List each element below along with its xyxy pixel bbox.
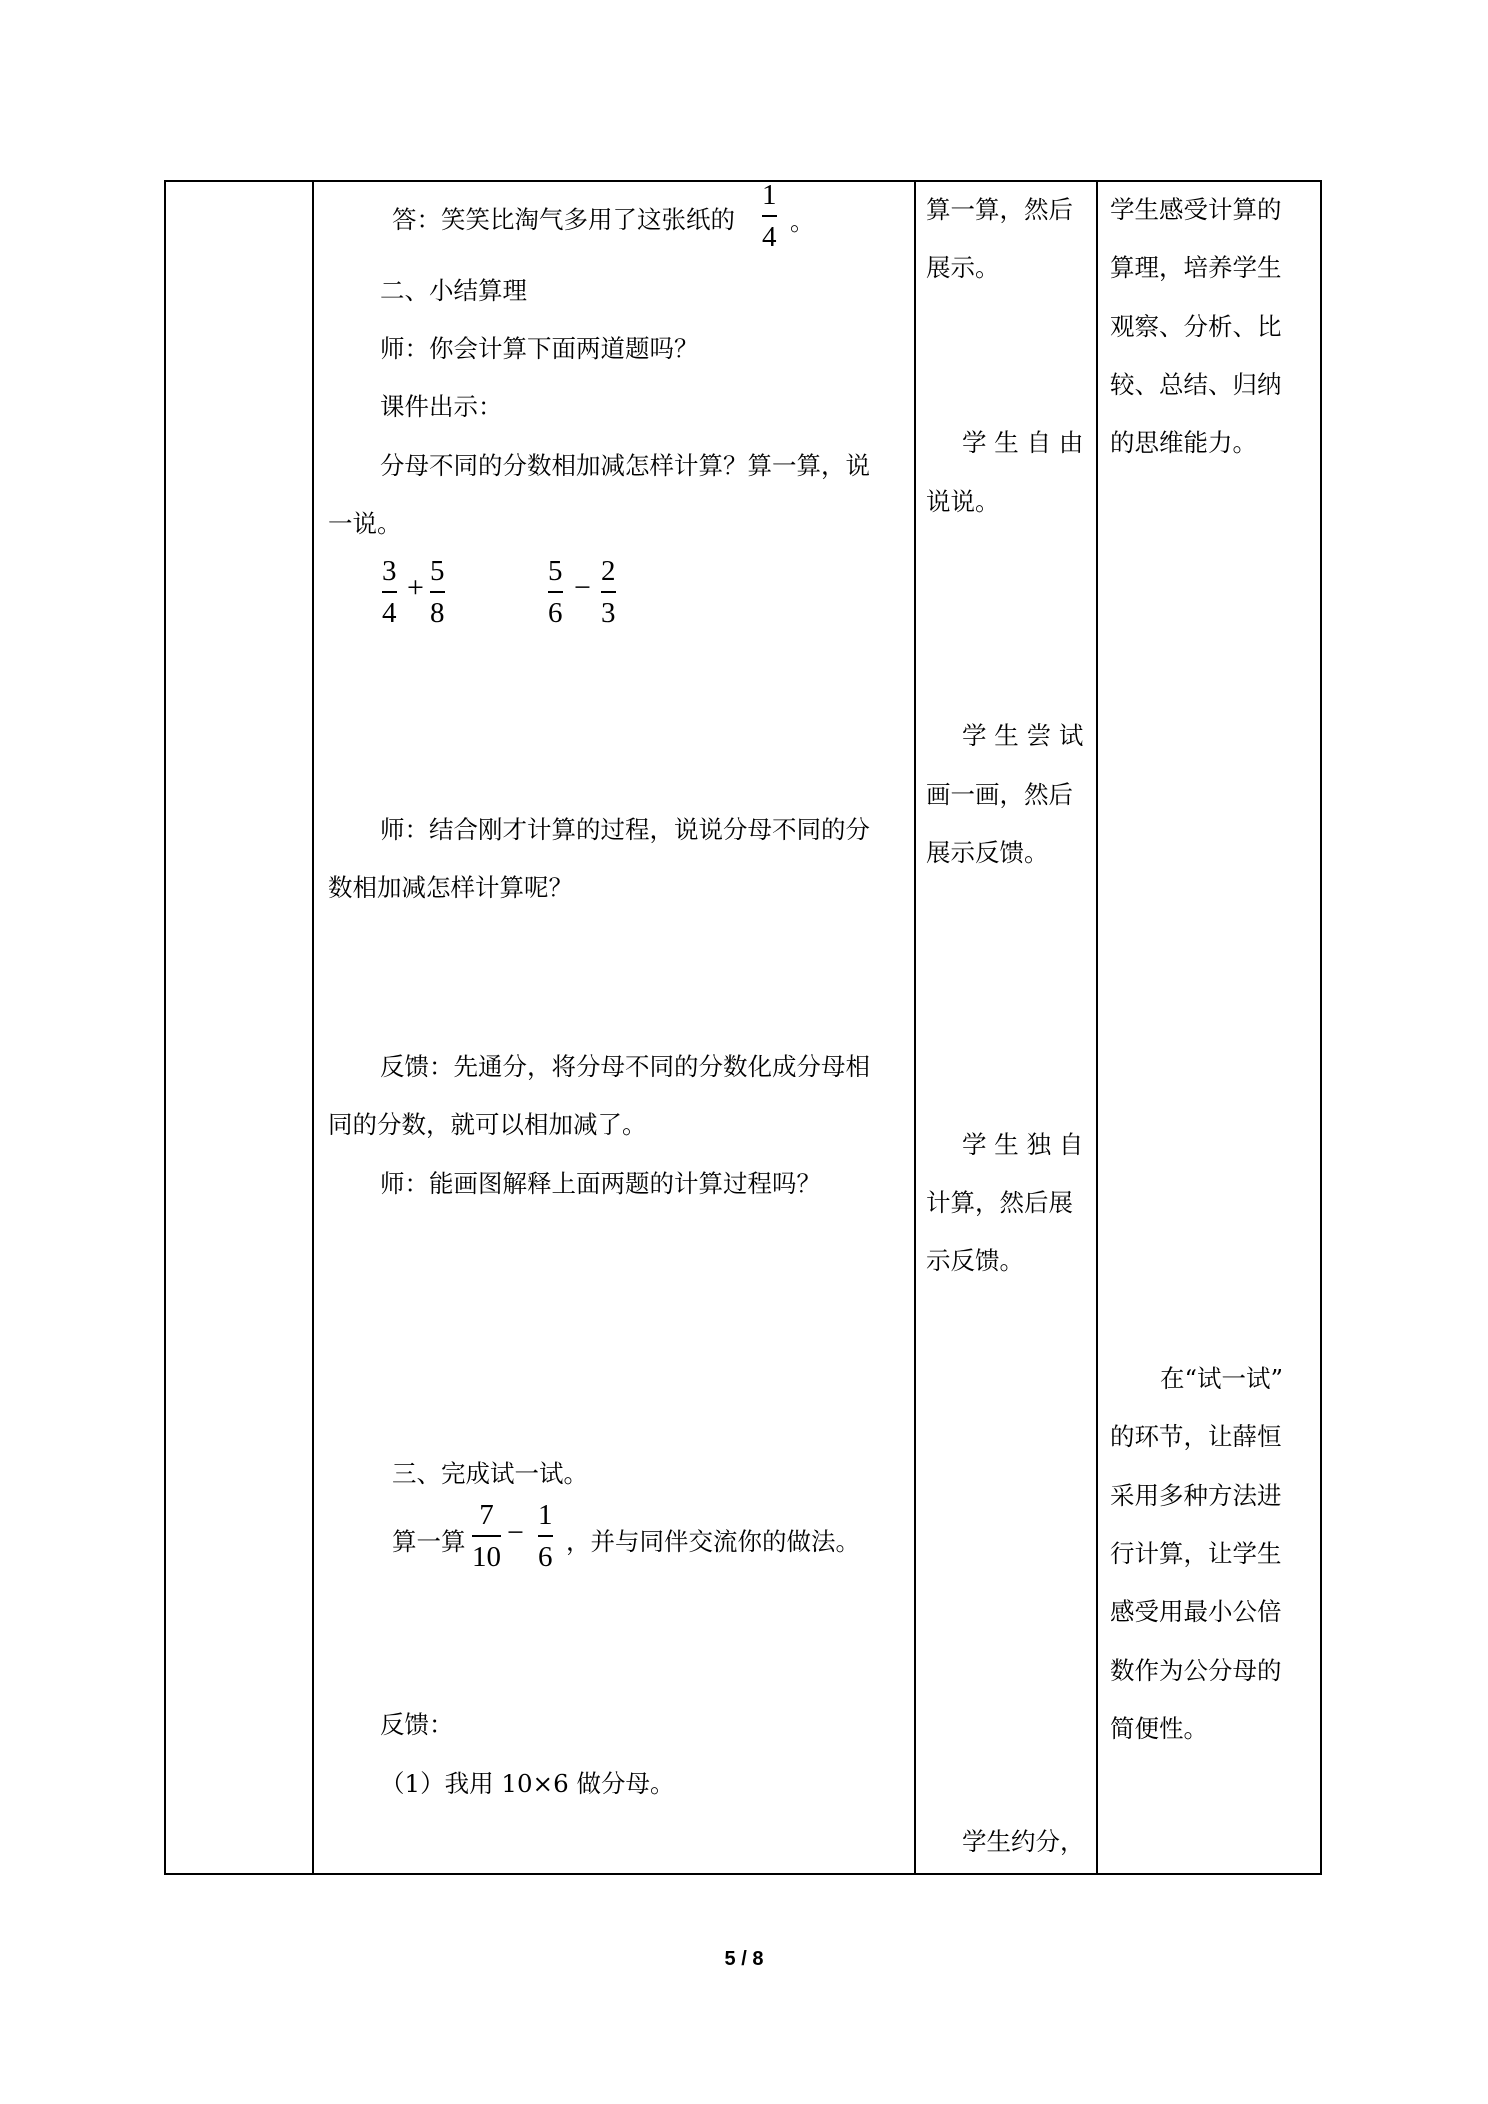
calc-fraction-a [472,1498,501,1574]
fraction-bar [762,215,777,217]
courseware-label: 课件出示： [380,392,503,421]
intent-2-line-3: 采用多种方法进 [1110,1481,1282,1510]
section2-heading: 二、小结算理 [380,276,527,305]
table-column-divider [1096,180,1098,1875]
fraction-denominator: 6 [538,1541,553,1573]
student-activity-1-line-1: 算一算，然后 [926,195,1073,224]
student-activity-1-line-2: 展示。 [926,253,1000,282]
table-column-divider [914,180,916,1875]
calc-suffix: ，并与同伴交流你的做法。 [566,1527,860,1556]
fraction-bar [430,591,445,593]
answer-text: 答：笑笑比淘气多用了这张纸的 [392,205,735,234]
intent-1-line-2: 算理，培养学生 [1110,253,1282,282]
teacher-question-2-line-2: 数相加减怎样计算呢？ [328,873,573,902]
teacher-question-3: 师：能画图解释上面两题的计算过程吗？ [380,1169,821,1198]
fraction-denominator: 4 [382,597,397,629]
student-activity-3-line-3: 展示反馈。 [926,838,1049,867]
answer-fraction [762,178,777,254]
fraction-bar [548,591,563,593]
fraction-numerator: 1 [762,179,777,211]
expr1-fraction-a [382,554,397,630]
fraction-denominator: 10 [472,1541,501,1573]
expr2-fraction-b [601,554,616,630]
question-line-1: 分母不同的分数相加减怎样计算？算一算，说 [380,451,870,480]
student-activity-2-line-1: 学 生 自 由 [962,428,1084,457]
intent-2-line-5: 感受用最小公倍 [1110,1597,1282,1626]
feedback-1-line-2: 同的分数，就可以相加减了。 [328,1110,647,1139]
student-activity-3-line-1: 学 生 尝 试 [962,721,1084,750]
fraction-bar [601,591,616,593]
fraction-numerator: 7 [479,1499,494,1531]
intent-2-line-6: 数作为公分母的 [1110,1656,1282,1685]
page-number: 5 / 8 [724,1948,764,1970]
feedback-1-line-1: 反馈：先通分，将分母不同的分数化成分母相 [380,1052,870,1081]
table-column-divider [312,180,314,1875]
intent-2-line-7: 简便性。 [1110,1714,1208,1743]
student-activity-2-line-2: 说说。 [926,487,1000,516]
fraction-bar [382,591,397,593]
feedback-2-label: 反馈： [380,1710,454,1739]
calc-prefix: 算一算 [392,1527,466,1556]
student-activity-4-line-1: 学 生 独 自 [962,1130,1084,1159]
expr1-operator: + [407,571,424,604]
student-activity-5-line-1: 学生约分， [962,1827,1085,1856]
intent-2-line-1: 在“试一试” [1160,1364,1284,1393]
expr2-operator: − [574,571,591,604]
intent-1-line-4: 较、总结、归纳 [1110,370,1282,399]
student-activity-3-line-2: 画一画，然后 [926,780,1073,809]
answer-period: 。 [790,207,815,236]
teacher-question-1: 师：你会计算下面两道题吗？ [380,334,699,363]
student-activity-4-line-3: 示反馈。 [926,1246,1024,1275]
calc-fraction-b [538,1498,553,1574]
method-1: （1）我用 10×6 做分母。 [380,1769,675,1798]
fraction-numerator: 3 [382,555,397,587]
section3-heading: 三、完成试一试。 [392,1459,588,1488]
fraction-denominator: 6 [548,597,563,629]
expr2-fraction-a [548,554,563,630]
fraction-numerator: 5 [548,555,563,587]
intent-1-line-1: 学生感受计算的 [1110,195,1282,224]
student-activity-4-line-2: 计算，然后展 [926,1188,1073,1217]
fraction-numerator: 5 [430,555,445,587]
fraction-denominator: 4 [762,221,777,253]
fraction-denominator: 3 [601,597,616,629]
fraction-denominator: 8 [430,597,445,629]
fraction-bar [538,1535,553,1537]
intent-2-line-4: 行计算，让学生 [1110,1539,1282,1568]
intent-1-line-3: 观察、分析、比 [1110,312,1282,341]
fraction-numerator: 2 [601,555,616,587]
question-line-2: 一说。 [328,509,402,538]
expr1-fraction-b [430,554,445,630]
calc-operator: − [507,1516,524,1549]
fraction-numerator: 1 [538,1499,553,1531]
fraction-bar [472,1535,501,1537]
intent-1-line-5: 的思维能力。 [1110,428,1257,457]
teacher-question-2-line-1: 师：结合刚才计算的过程，说说分母不同的分 [380,815,870,844]
intent-2-line-2: 的环节，让薛恒 [1110,1422,1282,1451]
